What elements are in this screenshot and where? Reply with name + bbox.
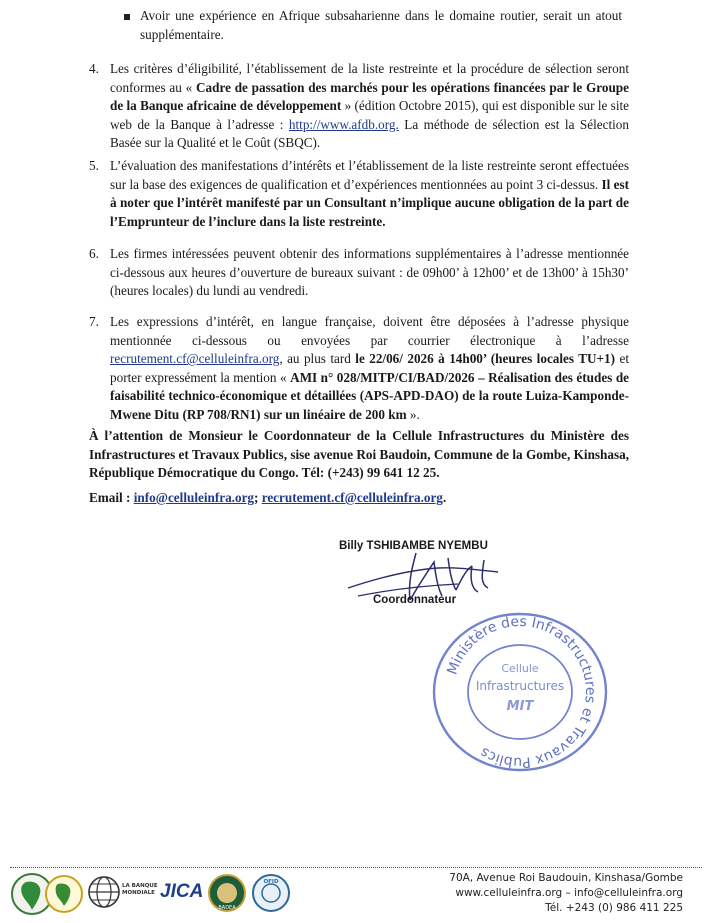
paragraph-text: Les expressions d’intérêt, en langue française, doivent être déposées à l’adresse physique mentionnée ci-dessous ou envoyées par courrier électronique à l’adresse xyxy=(110,314,629,348)
jica-logo: JICA xyxy=(160,881,204,902)
world-bank-globe-icon xyxy=(86,872,122,912)
signatory-role: Coordonnateur xyxy=(373,594,457,606)
paragraph-text: Les firmes intéressées peuvent obtenir des informations supplémentaires à l’adresse mentionnée ci-dessous aux heures d’ouverture de bureaux suivant : de 09h00’ à 12h00’ et de 13h00’ à 15h30’ (heures locales) du lundi au vendredi. xyxy=(110,246,629,299)
item-number-4: 4. xyxy=(89,61,99,76)
stamp-inner-line-3: MIT xyxy=(506,699,534,714)
email-link-info[interactable]: info@celluleinfra.org xyxy=(133,490,255,505)
attention-paragraph: À l’attention de Monsieur le Coordonnateur de la Cellule Infrastructures du Ministère des Infrastructures et Travaux Publics, sise avenue Roi Baudoin, Commune de la Gombe, Kinshasa, République Démocratique du Congo. Tél: (+243) 99 641 12 25. xyxy=(89,428,629,481)
paragraph-7 xyxy=(110,313,629,425)
stamp-ring-text: Ministère des Infrastructures et Travaux Publics xyxy=(444,613,599,771)
badea-label: BADEA xyxy=(218,905,236,911)
item-number-7: 7. xyxy=(89,314,99,329)
footer-phone: Tél. +243 (0) 986 411 225 xyxy=(545,902,683,914)
signatory-name: Billy TSHIBAMBE NYEMBU xyxy=(339,540,488,552)
paragraph-text: Les critères d’éligibilité, l’établissement de la liste restreinte et la procédure de sélection seront conformes au « xyxy=(110,61,629,95)
ofid-logo xyxy=(251,872,291,914)
paragraph-6 xyxy=(110,245,629,301)
badea-logo xyxy=(207,872,247,914)
paragraph-bold-text: Cadre de passation des marchés pour les opérations financées par le Groupe de la Banque africaine de développement xyxy=(110,79,629,114)
paragraph-text: La méthode de sélection est la Sélection Basée sur la Qualité et le Coût (SBQC). xyxy=(110,116,629,151)
bullet-text: Avoir une expérience en Afrique subsaharienne dans le domaine routier, serait un atout supplémentaire. xyxy=(140,8,622,42)
paragraph-text: , au plus tard xyxy=(279,351,356,367)
footer-address: 70A, Avenue Roi Baudouin, Kinshasa/Gombe xyxy=(449,872,683,884)
paragraph-text: L’évaluation des manifestations d’intérêts et l’établissement de la liste restreinte seront effectuées sur la base des exigences de qualification et d’expériences mentionnées au point 3 ci-dessus. xyxy=(110,158,629,192)
email-separator: ; xyxy=(254,490,259,505)
paragraph-text: ». xyxy=(406,406,420,422)
paragraph-bold-text: Il est à noter que l’intérêt manifesté par un Consultant n’implique aucune obligation de la part de l’Emprunteur de l’inclure dans la liste restreinte. xyxy=(110,176,629,229)
bullet-marker xyxy=(124,14,130,20)
paragraph-text: » (édition Octobre 2015), qui est disponible sur le site web de la Banque à l’adresse : xyxy=(110,98,629,132)
world-bank-label: LA BANQUE MONDIALE xyxy=(122,883,158,896)
paragraph-link[interactable]: recrutement.cf@celluleinfra.org xyxy=(110,351,280,367)
email-label: Email : xyxy=(89,490,131,505)
stamp-inner-line-2: Infrastructures xyxy=(475,679,565,693)
official-stamp xyxy=(428,610,612,774)
item-number-6: 6. xyxy=(89,246,99,261)
email-line xyxy=(89,489,629,508)
stamp-inner-line-1: Cellule xyxy=(501,662,539,675)
email-end: . xyxy=(442,490,447,505)
email-link-recrutement[interactable]: recrutement.cf@celluleinfra.org xyxy=(261,490,443,505)
ofid-label: OFID xyxy=(263,879,279,885)
paragraph-text: et porter expressément la mention « xyxy=(110,351,629,385)
afdf-logo xyxy=(44,872,84,916)
footer-divider xyxy=(10,867,702,868)
paragraph-link[interactable]: http://www.afdb.org. xyxy=(288,116,399,132)
paragraph-5 xyxy=(110,157,629,231)
paragraph-bold-text: le 22/06/ 2026 à 14h00’ (heures locales TU+1) xyxy=(355,351,616,367)
paragraph-4 xyxy=(110,60,629,153)
footer-web: www.celluleinfra.org – info@celluleinfra.org xyxy=(455,887,683,899)
paragraph-bold-text: AMI n° 028/MITP/CI/BAD/2026 – Réalisation des études de faisabilité technico-économique et détaillées (APS-APD-DAO) de la route Luiza-Kamponde- Mwene Ditu (RP 708/RN1) sur un linéaire de 200 km xyxy=(110,369,630,422)
item-number-5: 5. xyxy=(89,158,99,173)
